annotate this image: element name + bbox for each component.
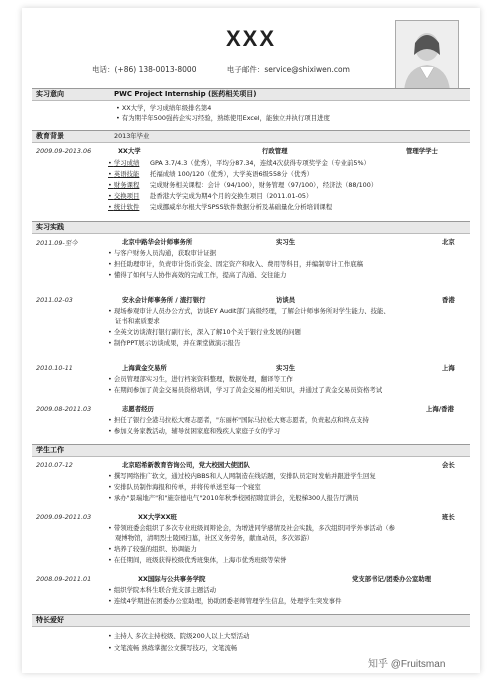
- hobby-bullet: • 主持人 多次主持校级、院级200人以上大型活动: [108, 632, 249, 640]
- practice-role: 实习生: [276, 364, 296, 372]
- practice-bullet: • 参加义务家教活动，辅导贫困家庭和残疾人家庭子女的学习: [108, 427, 280, 435]
- resume-page: [22, 8, 480, 673]
- edu-date: 2009.09-2013.06: [36, 147, 92, 155]
- section-header-student-work: [32, 444, 470, 457]
- section-title-hobbies: 特长爱好: [36, 616, 64, 624]
- practice-date: 2009.08-2011.03: [36, 405, 92, 413]
- edu-row-label: • 学习成绩: [108, 159, 139, 167]
- practice-org: 安永会计师事务所 / 渣打银行: [122, 296, 206, 304]
- practice-loc: 上海: [442, 364, 455, 372]
- section-title-practice: 实习实践: [36, 223, 64, 231]
- phone: 电话：(+86) 138-0013-8000: [92, 65, 197, 74]
- intent-bullet: • XX大学，学习成绩年级排名第4: [116, 104, 211, 112]
- email: 电子邮件：service@shixiwen.com: [226, 65, 350, 74]
- practice-bullet: • 与客户财务人员沟通，获取审计证据: [108, 249, 216, 257]
- section-header-education: [32, 130, 470, 143]
- practice-bullet: • 制作PPT展示访谈成果，并在课堂做演示报告: [108, 339, 240, 347]
- practice-bullet: • 全英文访谈渣打银行副行长，深入了解10个关于银行业发展的问题: [108, 328, 301, 336]
- edu-school: XX大学: [118, 147, 141, 155]
- edu-row-text: 赴香港大学完成为期4个月的交换生项目（2011.01-05）: [150, 192, 313, 200]
- work-role: 党支部书记/团委办公室助理: [352, 575, 432, 583]
- practice-date: 2011.02-03: [36, 296, 73, 304]
- edu-row-text: 完成财务相关课程：会计（94/100），财务管理（97/100），经济法（88/100）: [150, 181, 378, 189]
- edu-row-label: • 统计软件: [108, 203, 139, 211]
- work-bullet-cont: 观博物馆，清明烈士陵园扫墓，社区义务劳务，献血动员，多次郊游）: [115, 534, 314, 542]
- practice-loc: 香港: [442, 296, 455, 304]
- contact-line: [92, 64, 378, 75]
- section-header-practice: [32, 221, 470, 234]
- edu-major: 行政管理: [262, 147, 288, 155]
- edu-row-label: • 财务课程: [108, 181, 139, 189]
- work-bullet: • 带领班委会组织了多次专业班级间辩论会，为增进同学感情及社会实践，多次组织同学外事活动（参: [108, 524, 395, 532]
- practice-date: 2011.09-至今: [36, 239, 78, 247]
- work-role: 会长: [442, 461, 455, 469]
- edu-row-text: 托福成绩 100/120（优秀），大学英语6级558分（优秀）: [150, 170, 314, 178]
- practice-date: 2010.10-11: [36, 364, 73, 372]
- grad-year: 2013年毕业: [114, 132, 150, 140]
- practice-org: 志愿者经历: [122, 405, 154, 413]
- section-title-intent: 实习意向: [36, 90, 64, 98]
- practice-bullet: • 担任助理审计，负责审计货币资金、固定资产和收入、费用等科目，并编制审计工作底稿: [108, 260, 363, 268]
- watermark: 知乎 @Fruitsman: [368, 659, 446, 670]
- work-bullet: • 连续4学期进在团委办公室助理，协助团委老师管理学生信息，处理学生突发事件: [108, 597, 342, 605]
- work-bullet: • 承办"景瑞地产"和"施奈德电气"2010年秋季校园招聘宣讲会，光般梯300人报告厅满员: [108, 494, 359, 502]
- work-date: 2009.09-2011.03: [36, 513, 92, 521]
- section-title-education: 教育背景: [36, 132, 64, 140]
- practice-role: 实习生: [276, 238, 296, 246]
- edu-degree: 管理学学士: [406, 147, 438, 155]
- practice-loc: 北京: [442, 238, 455, 246]
- work-bullet: • 培养了较强的组织、协调能力: [108, 545, 197, 553]
- section-title-student-work: 学生工作: [36, 446, 64, 454]
- work-org: XX大学XX班: [138, 513, 177, 521]
- practice-role: 访谈员: [276, 296, 296, 304]
- practice-bullet-cont: 证书和素质要求: [115, 317, 160, 325]
- practice-loc: 上海/香港: [426, 405, 454, 413]
- practice-bullet: • 担任了银行全港马拉松大赛志愿者，"东丽杯"国际马拉松大赛志愿者，负责起点和终点支持: [108, 416, 369, 424]
- work-bullet: • 撰写网络推广软文，通过校内BBS和人人网制造在线话题，安排队员定时发帖并跟进学生回复: [108, 472, 376, 480]
- intent-bullet: • 有为期半年500强药企实习经验，熟练使用Excel，能独立并执行项目进度: [116, 114, 330, 122]
- avatar: [395, 20, 459, 92]
- work-bullet: • 在任期间，班级获得校级优秀班集体，上海市优秀班级等荣誉: [108, 556, 286, 564]
- edu-row-text: GPA 3.7/4.3（优秀），平均分87.34，连续4次获得专项奖学金（专业前5%）: [150, 159, 370, 167]
- work-role: 班长: [442, 513, 455, 521]
- practice-org: 上海黄金交易所: [122, 364, 167, 372]
- work-bullet: • 组织学院本科生联合党支部主题活动: [108, 586, 216, 594]
- candidate-name: XXX: [225, 26, 277, 51]
- practice-bullet: • 在期间参加了黄金交易员资格培训，学习了黄金交易的相关知识，并通过了黄金交易员资格考试: [108, 386, 382, 394]
- work-bullet: • 安排队员制作海报和传单，并将传单送至每一个寝室: [108, 483, 261, 491]
- hobby-bullet: • 文笔流畅 熟练掌握公文撰写技巧，文笔流畅: [108, 644, 237, 652]
- edu-row-label: • 交换项目: [108, 192, 139, 200]
- section-header-hobbies: [32, 614, 470, 627]
- practice-bullet: • 懂得了如何与人协作高效的完成工作，提高了沟通、交往能力: [108, 271, 286, 279]
- edu-row-text: 完成挪威牟尔根大学SPSS软件数据分析及基础量化分析培训课程: [150, 203, 333, 211]
- practice-bullet: • 现场参观审计人员办公方式，访谈EY Audit部门高级经理，了解会计师事务所对学生能力、技能、: [108, 307, 390, 315]
- work-org: 北京昭希新教育咨询公司，党大校园大使团队: [122, 461, 250, 469]
- edu-row-label: • 英语技能: [108, 170, 139, 178]
- work-date: 2010.07-12: [36, 461, 73, 469]
- work-org: XX国际与公共事务学院: [138, 575, 206, 583]
- work-date: 2008.09-2011.01: [36, 575, 92, 583]
- practice-bullet: • 会员管理部实习生，进行档案资料整理，数据处理，翻译等工作: [108, 375, 293, 383]
- practice-org: 北京中路华会计师事务所: [122, 238, 193, 246]
- intent-value: PWC Project Internship (医药相关项目): [114, 90, 257, 98]
